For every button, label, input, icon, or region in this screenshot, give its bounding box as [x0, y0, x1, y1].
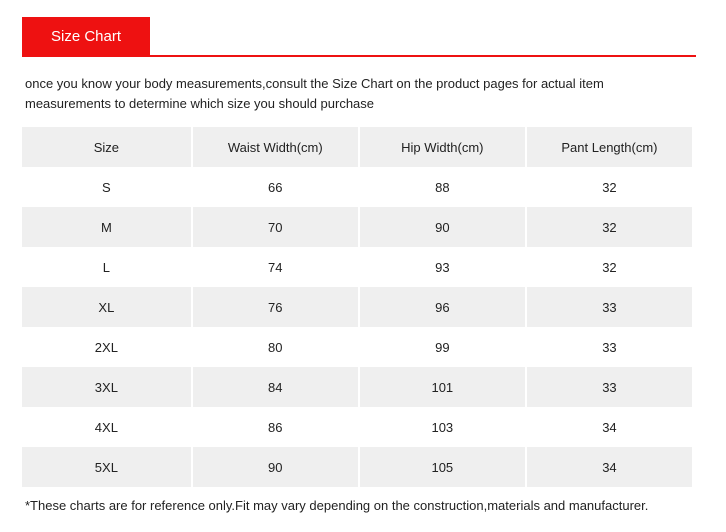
table-row — [22, 367, 692, 407]
cell-size: 4XL — [94, 419, 118, 435]
header-divider — [22, 55, 696, 57]
cell-hip-width: 96 — [360, 287, 525, 327]
table-row — [22, 167, 692, 207]
table-header-row — [22, 127, 692, 167]
column-header-pant-length: Pant Length(cm) — [527, 127, 692, 167]
reference-footnote: *These charts are for reference only.Fit may vary depending on the construction,materials and manufacturer. — [25, 498, 649, 513]
table-row — [22, 327, 692, 367]
intro-text — [25, 74, 665, 114]
intro-line-2: measurements to determine which size you should purchase — [25, 96, 375, 111]
table-row — [22, 207, 692, 247]
cell-waist-width: 74 — [268, 259, 283, 275]
cell-pant-length: 34 — [602, 419, 617, 435]
column-header-hip-width: Hip Width(cm) — [360, 127, 525, 167]
cell-size: 5XL — [22, 447, 191, 487]
cell-waist-width: 70 — [193, 207, 358, 247]
cell-waist-width: 76 — [193, 287, 358, 327]
cell-pant-length: 32 — [602, 259, 617, 275]
cell-waist-width: 90 — [193, 447, 358, 487]
cell-size: XL — [22, 287, 191, 327]
cell-pant-length: 34 — [527, 447, 692, 487]
cell-pant-length: 33 — [527, 287, 692, 327]
table-row — [22, 447, 692, 487]
cell-waist-width: 66 — [268, 179, 283, 195]
cell-pant-length: 32 — [602, 179, 617, 195]
column-header-size: Size — [22, 127, 191, 167]
table-row — [22, 247, 692, 287]
column-header-waist-width: Waist Width(cm) — [193, 127, 358, 167]
size-chart-header — [22, 17, 696, 58]
cell-size: L — [102, 259, 110, 275]
cell-size: M — [22, 207, 191, 247]
cell-waist-width: 80 — [268, 339, 283, 355]
table-row — [22, 287, 692, 327]
intro-line-1: once you know your body measurements,consult the Size Chart on the product pages for actual item — [25, 76, 604, 91]
size-chart-tab: Size Chart — [22, 17, 150, 56]
cell-hip-width: 101 — [360, 367, 525, 407]
cell-hip-width: 105 — [360, 447, 525, 487]
cell-pant-length: 32 — [527, 207, 692, 247]
cell-size: 3XL — [22, 367, 191, 407]
cell-pant-length: 33 — [527, 367, 692, 407]
table-row — [22, 407, 692, 447]
cell-size: 2XL — [94, 339, 118, 355]
cell-hip-width: 88 — [435, 179, 450, 195]
size-table — [20, 127, 694, 487]
cell-size: S — [102, 179, 111, 195]
cell-hip-width: 99 — [435, 339, 450, 355]
cell-pant-length: 33 — [602, 339, 617, 355]
cell-hip-width: 93 — [435, 259, 450, 275]
cell-hip-width: 90 — [360, 207, 525, 247]
cell-hip-width: 103 — [431, 419, 454, 435]
cell-waist-width: 86 — [268, 419, 283, 435]
cell-waist-width: 84 — [193, 367, 358, 407]
